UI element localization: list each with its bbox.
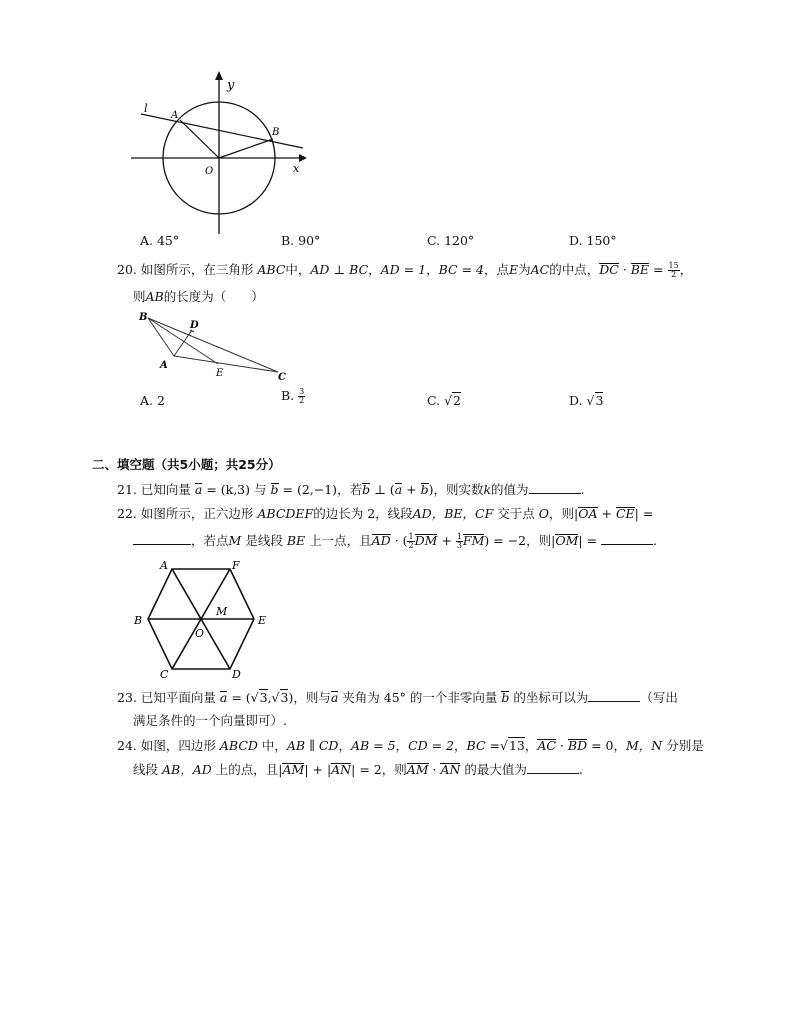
q23-answer-blank[interactable] (588, 689, 640, 702)
fig-label-D: D (190, 320, 199, 331)
q20-line1: 20. 如图所示，在三角形 ABC中，AD ⊥ BC，AD = 1，BC = 4，点E为AC的中点，DC · BE = $\frac{15}{2}$ ， (117, 261, 693, 279)
q22-line2: ，若点M 是线段 BE 上一点，且AD · ( $\frac{1}{2}$ DM + $\frac{1}{3}$ FM) = −2，则|OM| = . (133, 532, 657, 550)
q19-figure (125, 68, 310, 238)
fig-label-B: B (272, 127, 280, 138)
fig-label-A: A (160, 360, 168, 371)
q20-figure (136, 308, 296, 384)
q24-answer-blank[interactable] (527, 761, 579, 774)
fig-label-B: B (134, 614, 143, 627)
fig-label-F: F (232, 559, 240, 572)
q23-line1: 23. 已知平面向量 a = (√3,√3)，则与a 夹角为 45° 的一个非零向量 b 的坐标可以为 （写出 (117, 690, 678, 705)
q19-option-b[interactable]: B. 90° (281, 233, 321, 248)
fig-label-E: E (216, 368, 224, 379)
q20-option-d[interactable]: D. √3 (569, 393, 604, 408)
fig-label-O: O (195, 627, 205, 640)
q24-line2: 线段 AB，AD 上的点，且|AM| + |AN| = 2，则AM · AN 的最大值为 . (133, 762, 583, 777)
fig-label-D: D (232, 668, 241, 681)
fig-label-y: y (227, 78, 235, 93)
q19-option-a[interactable]: A. 45° (140, 233, 180, 248)
q21-answer-blank[interactable] (529, 481, 581, 494)
q24-line1: 24. 如图，四边形 ABCD 中，AB ∥ CD，AB = 5，CD = 2，BC =√13，AC · BD = 0，M，N 分别是 (117, 738, 704, 753)
q22-answer-blank-2[interactable] (601, 532, 653, 545)
fig-label-C: C (278, 372, 286, 383)
fig-label-A: A (171, 110, 179, 121)
fig-label-O: O (205, 166, 214, 177)
section-title: 二、填空题（共5小题；共25分） (92, 457, 281, 472)
q22-line1: 22. 如图所示，正六边形 ABCDEF的边长为 2，线段AD，BE，CF 交于点 O，则|OA + CE| = (117, 506, 654, 521)
q20-option-b[interactable]: B. $\frac{3}{2}$ (281, 387, 305, 405)
fig-label-x: x (293, 162, 300, 175)
fig-label-E: E (258, 614, 267, 627)
q20-line2: 则AB的长度为（ ） (133, 289, 264, 304)
q23-line2: 满足条件的一个向量即可）. (133, 713, 287, 728)
q22-figure (128, 558, 276, 682)
q19-option-c[interactable]: C. 120° (427, 233, 475, 248)
fig-label-l: l (144, 102, 148, 115)
fig-label-M: M (216, 605, 228, 618)
q19-option-d[interactable]: D. 150° (569, 233, 617, 248)
fig-label-B: B (139, 312, 148, 323)
fig-label-A: A (160, 559, 168, 572)
fig-label-C: C (160, 668, 169, 681)
q20-option-c[interactable]: C. √2 (427, 393, 461, 408)
q20-option-a[interactable]: A. 2 (140, 393, 165, 408)
q22-answer-blank-1[interactable] (133, 532, 191, 545)
q21-line: 21. 已知向量 a = (k,3) 与 b = (2,−1)，若b ⊥ (a + b)，则实数k的值为 . (117, 482, 585, 497)
